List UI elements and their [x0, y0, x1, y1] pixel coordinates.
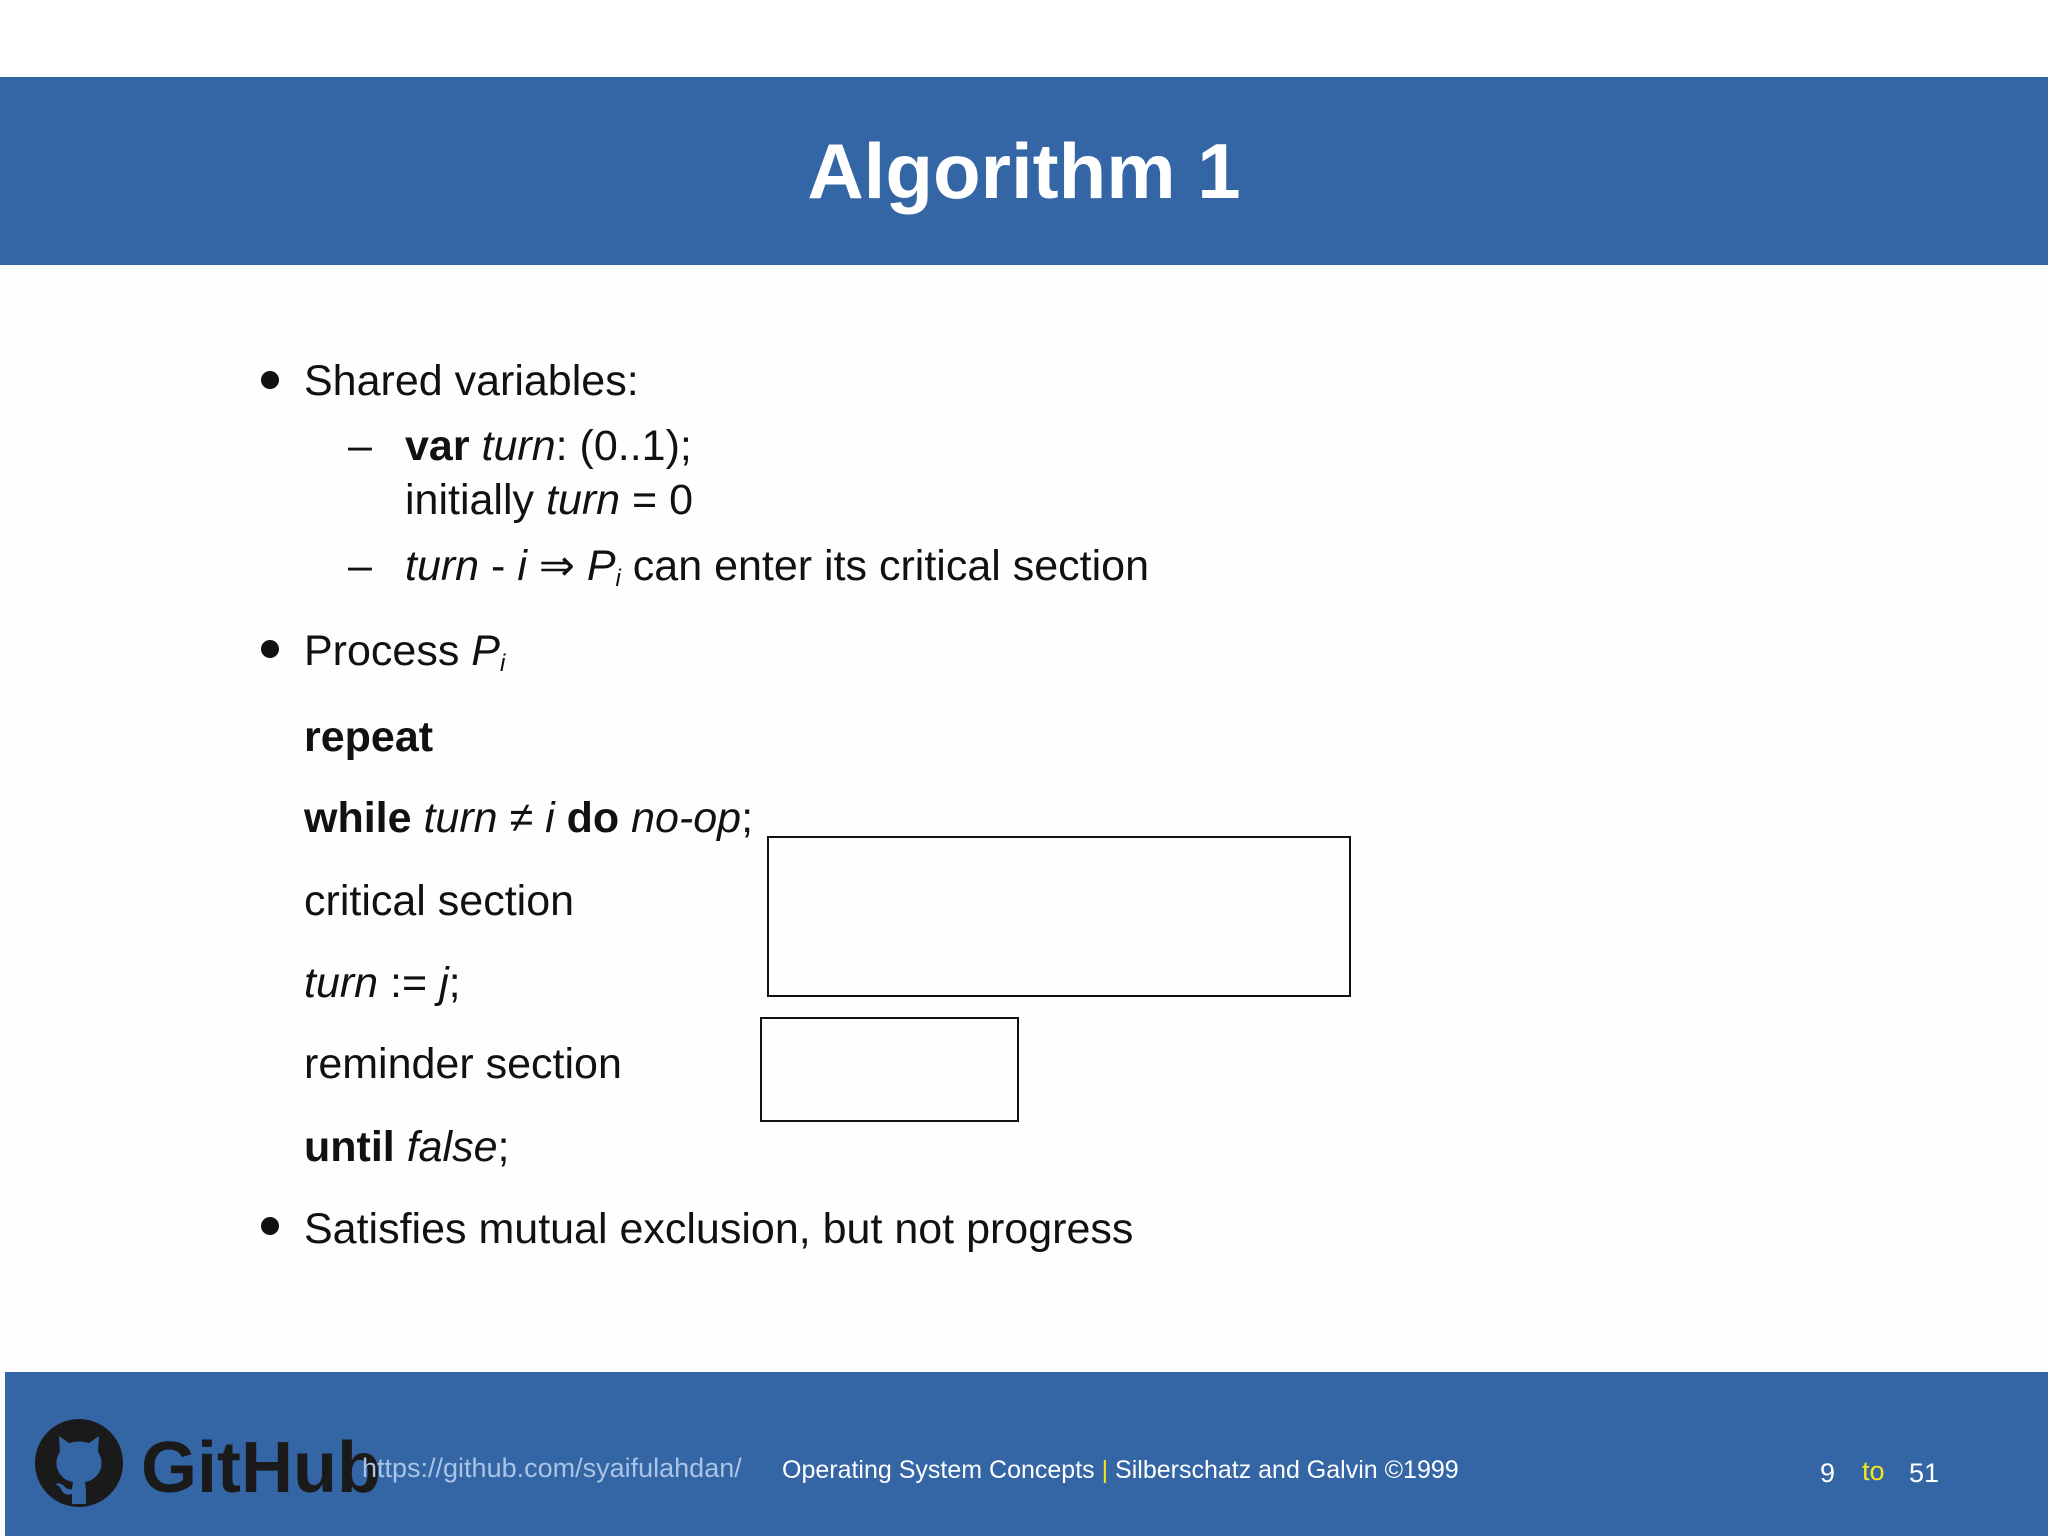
var-name: turn	[481, 422, 556, 470]
footer-separator: |	[1101, 1456, 1109, 1484]
turn-condition: turn - i ⇒ $P_i$ can enter its critical section	[405, 542, 1150, 592]
process-label: Process $P_i$	[304, 627, 506, 677]
reminder-section-box	[760, 1017, 1019, 1122]
bullet-dot	[261, 371, 279, 389]
dash-marker: –	[348, 422, 372, 470]
while-line: while turn ≠ i do no-op;	[304, 794, 754, 842]
shared-variables-label: Shared variables:	[304, 357, 639, 405]
page-total: 51	[1909, 1458, 1940, 1488]
slide-title: Algorithm 1	[807, 126, 1241, 215]
bullet-dot	[261, 640, 279, 658]
var-declaration	[405, 422, 692, 470]
footer-bar	[5, 1372, 2048, 1536]
repeat-line: repeat	[304, 713, 434, 761]
page-current: 9	[1820, 1458, 1836, 1488]
critical-section-line: critical section	[304, 877, 575, 925]
assign-line: turn := j;	[304, 959, 461, 1007]
footer-credits: Operating System Concepts | Silberschatz and Galvin ©1999	[782, 1456, 1459, 1484]
critical-section-box	[767, 836, 1351, 997]
var-range: : (0..1);	[555, 422, 692, 470]
footer-url[interactable]: https://github.com/syaifulahdan/	[362, 1453, 742, 1483]
github-logo	[35, 1414, 381, 1514]
bullet-dot	[261, 1217, 279, 1235]
dash-marker: –	[348, 542, 372, 590]
var-keyword: var	[405, 422, 470, 470]
github-wordmark: GitHub	[141, 1428, 381, 1508]
satisfies-line: Satisfies mutual exclusion, but not progress	[304, 1205, 1134, 1253]
reminder-section-line: reminder section	[304, 1040, 622, 1088]
page-to-label: to	[1862, 1456, 1885, 1486]
until-line: until false;	[304, 1123, 510, 1171]
initial-value: initially turn = 0	[405, 476, 694, 524]
